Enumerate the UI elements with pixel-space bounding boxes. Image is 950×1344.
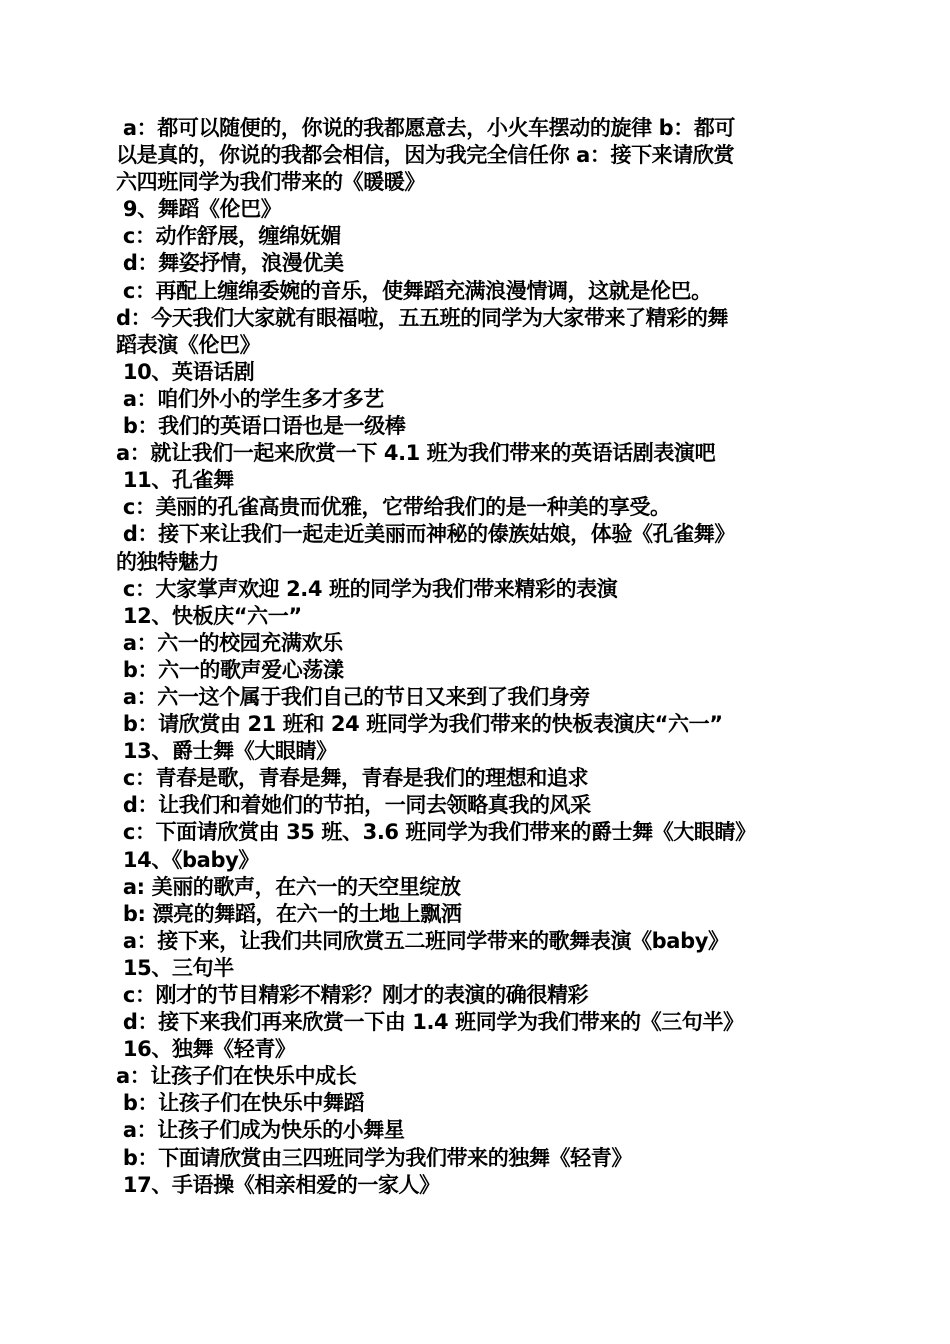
text-line-39: b：下面请欣赏由三四班同学为我们带来的独舞《轻青》 [116,1145,632,1170]
text-line-11: a：咱们外小的学生多才多艺 [116,386,384,411]
text-line-6: d：舞姿抒情，浪漫优美 [116,251,344,276]
text-line-22: a：六一这个属于我们自己的节日又来到了我们身旁 [116,684,590,709]
section-heading-9: 9、舞蹈《伦巴》 [116,197,282,222]
section-heading-10: 10、英语话剧 [116,359,255,384]
text-line-27: c：下面请欣赏由 35 班、3.6 班同学为我们带来的爵士舞《大眼睛》 [116,820,756,845]
text-line-5: c：动作舒展，缠绵妩媚 [116,224,341,249]
text-line-21: b：六一的歌声爱心荡漾 [116,657,344,682]
text-line-26: d：让我们和着她们的节拍，一同去领略真我的风采 [116,793,591,818]
section-heading-11: 11、孔雀舞 [116,468,234,493]
section-heading-13: 13、爵士舞《大眼睛》 [116,739,337,764]
text-line-13: a：就让我们一起来欣赏一下 4.1 班为我们带来的英语话剧表演吧 [116,441,716,466]
text-line-36: a：让孩子们在快乐中成长 [116,1064,357,1089]
section-heading-17: 17、手语操《相亲相爱的一家人》 [116,1172,440,1197]
text-line-34: d：接下来我们再来欣赏一下由 1.4 班同学为我们带来的《三句半》 [116,1010,744,1035]
section-heading-16: 16、独舞《轻青》 [116,1037,296,1062]
text-line-29: a: 美丽的歌声，在六一的天空里绽放 [116,874,461,899]
text-line-2: 以是真的，你说的我都会相信，因为我完全信任你 a：接下来请欣赏 [116,143,735,168]
section-heading-15: 15、三句半 [116,955,234,980]
text-line-7: c：再配上缠绵委婉的音乐，使舞蹈充满浪漫情调，这就是伦巴。 [116,278,712,303]
text-line-8: d：今天我们大家就有眼福啦，五五班的同学为大家带来了精彩的舞 [116,305,729,330]
text-line-31: a：接下来，让我们共同欣赏五二班同学带来的歌舞表演《baby》 [116,928,729,953]
text-line-18: c：大家掌声欢迎 2.4 班的同学为我们带来精彩的表演 [116,576,618,601]
document-body [116,115,836,1199]
text-line-16: d：接下来让我们一起走近美丽而神秘的傣族姑娘，体验《孔雀舞》 [116,522,735,547]
text-line-38: a：让孩子们成为快乐的小舞星 [116,1118,405,1143]
text-line-20: a：六一的校园充满欢乐 [116,630,343,655]
text-line-37: b：让孩子们在快乐中舞蹈 [116,1091,365,1116]
section-heading-12: 12、快板庆“六一” [116,603,302,628]
text-line-12: b：我们的英语口语也是一级棒 [116,414,406,439]
text-line-23: b：请欣赏由 21 班和 24 班同学为我们带来的快板表演庆“六一” [116,712,723,737]
text-line-15: c：美丽的孔雀高贵而优雅，它带给我们的是一种美的享受。 [116,495,671,520]
text-line-30: b: 漂亮的舞蹈，在六一的土地上飘洒 [116,901,462,926]
section-heading-14: 14、《baby》 [116,847,259,872]
text-line-33: c：刚才的节目精彩不精彩？刚才的表演的确很精彩 [116,983,589,1007]
text-line-1: a：都可以随便的，你说的我都愿意去，小火车摆动的旋律 b：都可 [116,116,736,140]
text-line-9: 蹈表演《伦巴》 [116,332,261,357]
text-line-3: 六四班同学为我们带来的《暖暖》 [116,170,425,195]
text-line-17: 的独特魅力 [116,549,219,574]
text-line-25: c：青春是歌，青春是舞，青春是我们的理想和追求 [116,766,589,791]
